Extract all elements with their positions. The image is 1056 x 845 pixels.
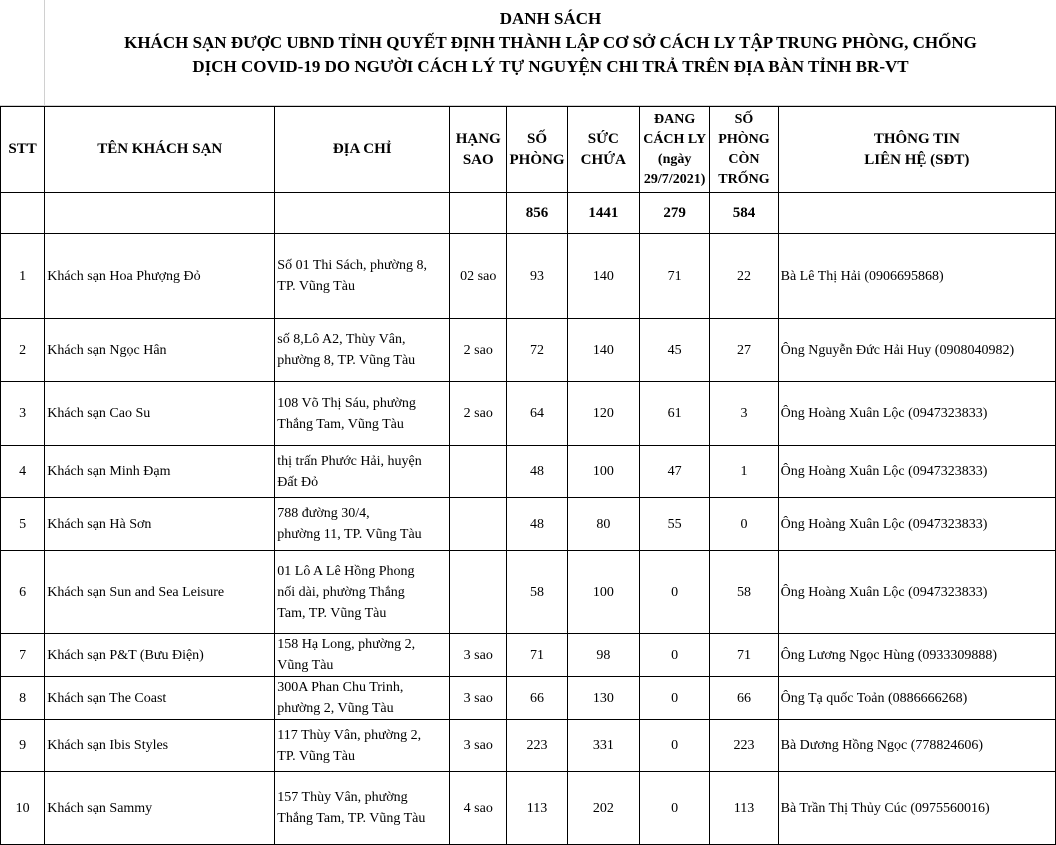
address-line: 788 đường 30/4, (277, 506, 370, 521)
cell-name: Khách sạn Sammy (45, 772, 275, 845)
cell-capacity: 140 (567, 319, 639, 382)
header-rating-line: SAO (462, 151, 494, 168)
cell-rating (450, 498, 507, 551)
header-rooms-line: PHÒNG (509, 151, 565, 168)
cell-rating (450, 446, 507, 498)
header-row (1, 107, 1056, 193)
title-line-2: KHÁCH SẠN ĐƯỢC UBND TỈNH QUYẾT ĐỊNH THÀNH LẬP CƠ SỞ CÁCH LY TẬP TRUNG PHÒNG, CHỐNG (124, 33, 977, 52)
cell-capacity: 100 (567, 551, 639, 634)
cell-contact: Ông Hoàng Xuân Lộc (0947323833) (778, 446, 1055, 498)
cell-vacant: 58 (710, 551, 778, 634)
table-row (1, 498, 1056, 551)
cell-name: Khách sạn The Coast (45, 677, 275, 720)
cell-rooms: 48 (507, 446, 567, 498)
cell-capacity: 202 (567, 772, 639, 845)
table-row (1, 234, 1056, 319)
cell-name: Khách sạn Hoa Phượng Đỏ (45, 234, 275, 319)
address-line: Tam, TP. Vũng Tàu (277, 605, 387, 621)
cell-stt: 5 (1, 498, 45, 551)
header-rooms-line: SỐ (527, 130, 548, 147)
address-line: 158 Hạ Long, phường 2, (277, 637, 416, 652)
cell-rating: 2 sao (450, 319, 507, 382)
cell-address (275, 382, 450, 446)
cell-stt: 1 (1, 234, 45, 319)
table-row (1, 382, 1056, 446)
cell-rooms: 72 (507, 319, 567, 382)
table-row (1, 677, 1056, 720)
cell-isolating: 0 (639, 772, 709, 845)
cell-capacity: 331 (567, 720, 639, 772)
cell-contact: Bà Lê Thị Hải (0906695868) (778, 234, 1055, 319)
cell-isolating: 47 (639, 446, 709, 498)
totals-empty (275, 193, 450, 234)
cell-stt: 7 (1, 634, 45, 677)
address-line: thị trấn Phước Hải, huyện (277, 453, 422, 469)
cell-stt: 4 (1, 446, 45, 498)
header-vacant-line: SỐ (734, 111, 754, 127)
cell-rating: 4 sao (450, 772, 507, 845)
cell-stt: 3 (1, 382, 45, 446)
cell-isolating: 45 (639, 319, 709, 382)
header-stt: STT (1, 107, 45, 193)
cell-stt: 9 (1, 720, 45, 772)
cell-capacity: 140 (567, 234, 639, 319)
cell-capacity: 120 (567, 382, 639, 446)
cell-name: Khách sạn Ibis Styles (45, 720, 275, 772)
cell-capacity: 98 (567, 634, 639, 677)
cell-vacant: 66 (710, 677, 778, 720)
header-isolating-line: CÁCH LY (643, 131, 707, 147)
cell-isolating: 71 (639, 234, 709, 319)
cell-stt: 6 (1, 551, 45, 634)
cell-rooms: 48 (507, 498, 567, 551)
address-line: 300A Phan Chu Trinh, (277, 680, 404, 695)
address-line: phường 2, Vũng Tàu (277, 701, 394, 716)
total-capacity: 1441 (567, 193, 639, 234)
cell-rooms: 113 (507, 772, 567, 845)
cell-address (275, 234, 450, 319)
header-isolating-line: (ngày (657, 151, 692, 167)
cell-name: Khách sạn Sun and Sea Leisure (45, 551, 275, 634)
cell-name: Khách sạn Cao Su (45, 382, 275, 446)
cell-address (275, 634, 450, 677)
title-line-1: DANH SÁCH (499, 9, 602, 28)
header-contact-line: LIÊN HỆ (SĐT) (864, 151, 970, 168)
header-rating-line: HẠNG (455, 130, 501, 147)
cell-isolating: 0 (639, 720, 709, 772)
cell-rooms: 93 (507, 234, 567, 319)
cell-stt: 10 (1, 772, 45, 845)
header-capacity-line: SỨC (587, 130, 619, 147)
cell-rooms: 223 (507, 720, 567, 772)
cell-contact: Ông Hoàng Xuân Lộc (0947323833) (778, 382, 1055, 446)
header-isolating-line: 29/7/2021) (643, 171, 706, 187)
title-block (44, 0, 1056, 106)
table-row (1, 634, 1056, 677)
total-isolating: 279 (639, 193, 709, 234)
hotel-table (0, 106, 1056, 845)
cell-vacant: 3 (710, 382, 778, 446)
cell-rooms: 66 (507, 677, 567, 720)
cell-address (275, 446, 450, 498)
cell-contact: Bà Trần Thị Thủy Cúc (0975560016) (778, 772, 1055, 845)
cell-vacant: 113 (710, 772, 778, 845)
table-row (1, 551, 1056, 634)
cell-rooms: 58 (507, 551, 567, 634)
address-line: TP. Vũng Tàu (277, 748, 355, 764)
cell-rating: 3 sao (450, 634, 507, 677)
address-line: số 8,Lô A2, Thùy Vân, (277, 332, 406, 347)
header-isolating (639, 107, 709, 193)
cell-contact: Ông Tạ quốc Toản (0886666268) (778, 677, 1055, 720)
totals-empty (778, 193, 1055, 234)
cell-isolating: 61 (639, 382, 709, 446)
cell-vacant: 0 (710, 498, 778, 551)
address-line: phường 8, TP. Vũng Tàu (277, 353, 416, 368)
cell-rating: 3 sao (450, 677, 507, 720)
address-line: 108 Võ Thị Sáu, phường (277, 395, 416, 411)
cell-isolating: 0 (639, 551, 709, 634)
header-vacant (710, 107, 778, 193)
address-line: Đất Đỏ (277, 474, 319, 490)
cell-vacant: 71 (710, 634, 778, 677)
address-line: 157 Thùy Vân, phường (277, 790, 408, 805)
cell-address (275, 677, 450, 720)
header-name: TÊN KHÁCH SẠN (45, 107, 275, 193)
cell-contact: Ông Hoàng Xuân Lộc (0947323833) (778, 498, 1055, 551)
cell-vacant: 27 (710, 319, 778, 382)
cell-capacity: 130 (567, 677, 639, 720)
cell-rating: 3 sao (450, 720, 507, 772)
cell-name: Khách sạn Minh Đạm (45, 446, 275, 498)
cell-isolating: 0 (639, 634, 709, 677)
cell-isolating: 55 (639, 498, 709, 551)
header-rating (450, 107, 507, 193)
header-contact (778, 107, 1055, 193)
title-line-3: DỊCH COVID-19 DO NGƯỜI CÁCH LÝ TỰ NGUYỆN CHI TRẢ TRÊN ĐỊA BÀN TỈNH BR-VT (192, 57, 909, 76)
cell-address (275, 720, 450, 772)
cell-rating: 2 sao (450, 382, 507, 446)
cell-capacity: 80 (567, 498, 639, 551)
table-row (1, 720, 1056, 772)
address-line: Vũng Tàu (277, 658, 334, 673)
cell-address (275, 498, 450, 551)
cell-address (275, 319, 450, 382)
table-row (1, 772, 1056, 845)
cell-rating: 02 sao (450, 234, 507, 319)
address-line: Số 01 Thi Sách, phường 8, (277, 258, 427, 273)
cell-contact: Bà Dương Hồng Ngọc (778824606) (778, 720, 1055, 772)
cell-contact: Ông Nguyễn Đức Hải Huy (0908040982) (778, 319, 1055, 382)
table-row (1, 319, 1056, 382)
address-line: Thắng Tam, TP. Vũng Tàu (277, 811, 426, 826)
cell-vacant: 223 (710, 720, 778, 772)
total-vacant: 584 (710, 193, 778, 234)
total-rooms: 856 (507, 193, 567, 234)
totals-empty (45, 193, 275, 234)
cell-isolating: 0 (639, 677, 709, 720)
totals-row (1, 193, 1056, 234)
address-line: 117 Thùy Vân, phường 2, (277, 727, 422, 743)
header-vacant-line: CÒN (728, 151, 760, 167)
header-isolating-line: ĐANG (654, 111, 696, 127)
address-line: phường 11, TP. Vũng Tàu (277, 527, 422, 542)
header-capacity (567, 107, 639, 193)
cell-contact: Ông Lương Ngọc Hùng (0933309888) (778, 634, 1055, 677)
corner-cell (0, 0, 44, 106)
address-line: 01 Lô A Lê Hồng Phong (277, 563, 415, 579)
header-address: ĐỊA CHỈ (275, 107, 450, 193)
header-capacity-line: CHỨA (580, 151, 626, 168)
cell-stt: 8 (1, 677, 45, 720)
cell-rooms: 64 (507, 382, 567, 446)
cell-vacant: 22 (710, 234, 778, 319)
cell-rating (450, 551, 507, 634)
cell-rooms: 71 (507, 634, 567, 677)
totals-empty (1, 193, 45, 234)
cell-stt: 2 (1, 319, 45, 382)
cell-name: Khách sạn Ngọc Hân (45, 319, 275, 382)
totals-empty (450, 193, 507, 234)
cell-name: Khách sạn Hà Sơn (45, 498, 275, 551)
address-line: nối dài, phường Thắng (277, 584, 405, 600)
cell-name: Khách sạn P&T (Bưu Điện) (45, 634, 275, 677)
header-vacant-line: PHÒNG (718, 131, 770, 147)
header-rooms (507, 107, 567, 193)
cell-address (275, 551, 450, 634)
cell-contact: Ông Hoàng Xuân Lộc (0947323833) (778, 551, 1055, 634)
header-contact-line: THÔNG TIN (873, 130, 960, 147)
cell-capacity: 100 (567, 446, 639, 498)
address-line: TP. Vũng Tàu (277, 279, 355, 294)
cell-vacant: 1 (710, 446, 778, 498)
table-row (1, 446, 1056, 498)
address-line: Thắng Tam, Vũng Tàu (277, 416, 404, 432)
cell-address (275, 772, 450, 845)
header-vacant-line: TRỐNG (718, 171, 770, 187)
